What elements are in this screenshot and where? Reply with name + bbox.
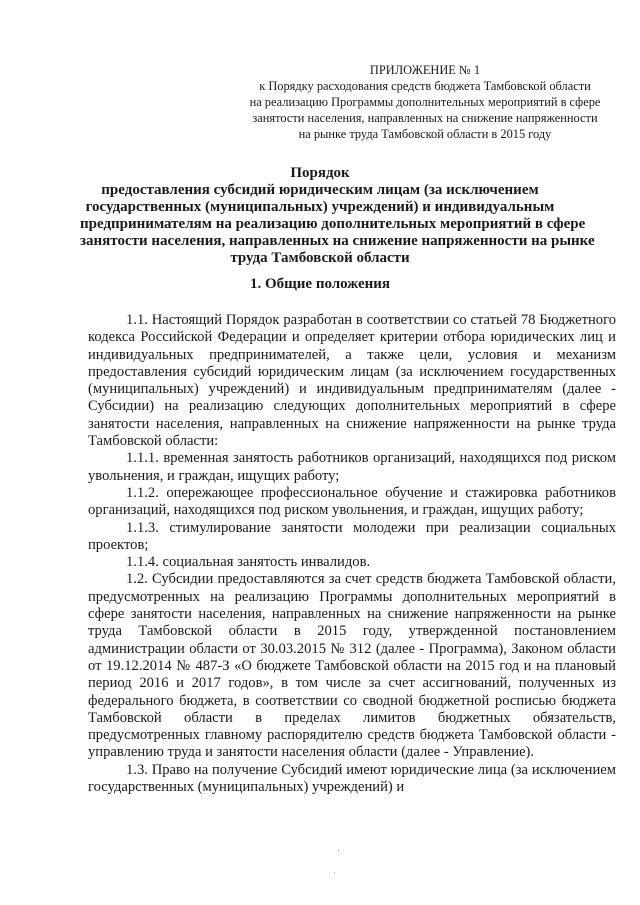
title-line: государственных (муниципальных) учреждений) и индивидуальным <box>85 199 555 215</box>
appendix-line: занятости населения, направленных на снижение напряженности <box>252 111 598 125</box>
appendix-line: к Порядку расходования средств бюджета Тамбовской области <box>259 79 591 93</box>
scan-speck <box>334 872 335 873</box>
title-line: труда Тамбовской области <box>230 250 410 266</box>
appendix-line: на реализацию Программы дополнительных мероприятий в сфере <box>249 95 601 109</box>
paragraph-1-3: 1.3. Право на получение Субсидий имеют юридические лица (за исключением государственных (муниципальных) учреждений) и <box>88 761 616 796</box>
paragraph-1-1-1: 1.1.1. временная занятость работников организаций, находящихся под риском увольнения, и граждан, ищущих работу; <box>88 450 616 484</box>
section-heading: 1. Общие положения <box>249 276 391 292</box>
paragraph-1-1-2: 1.1.2. опережающее профессиональное обучение и стажировка работников организаций, находящихся под риском увольнения, и граждан, ищущих работу; <box>88 484 616 519</box>
title-line: занятости населения, направленных на снижение напряженности на рынке <box>80 233 595 249</box>
appendix-title: ПРИЛОЖЕНИЕ № 1 <box>369 63 481 77</box>
appendix-line: на рынке труда Тамбовской области в 2015 году <box>298 127 552 141</box>
appendix-header <box>230 62 620 142</box>
paragraph-1-1-3: 1.1.3. стимулирование занятости молодежи при реализации социальных проектов; <box>88 519 616 553</box>
document-body <box>88 312 616 796</box>
document-title <box>80 165 595 267</box>
paragraph-1-1-4: 1.1.4. социальная занятость инвалидов. <box>126 554 371 571</box>
title-line: предпринимателям на реализацию дополнительных мероприятий в сфере <box>80 216 586 232</box>
paragraph-1-1: 1.1. Настоящий Порядок разработан в соответствии со статьей 78 Бюджетного кодекса Российской Федерации и определяет критерии отбора юридических лиц и индивидуальных предпринимателей, а также цели, условия и механизм предоставления субсидий юридическим лицам (за исключением государственных (муниципальных) учреждений) и индивидуальным предпринимателям (далее - Субсидии) на реализацию следующих дополнительных мероприятий в сфере занятости населения, направленных на снижение напряженности на рынке труда Тамбовской области: <box>88 312 616 450</box>
title-line: предоставления субсидий юридическим лицам (за исключением <box>101 182 539 198</box>
title-main: Порядок <box>290 165 350 181</box>
scan-speck <box>338 850 339 851</box>
paragraph-1-2: 1.2. Субсидии предоставляются за счет средств бюджета Тамбовской области, предусмотренных на реализацию Программы дополнительных мероприятий в сфере занятости населения, направленных на снижение напряженности на рынке труда Тамбовской области в 2015 году, утвержденной постановлением администрации области от 30.03.2015 № 312 (далее - Программа), Законом области от 19.12.2014 № 487-З «О бюджете Тамбовской области на 2015 год и на плановый период 2016 и 2017 годов», в том числе за счет ассигнований, полученных из федерального бюджета, в соответствии со сводной бюджетной росписью бюджета Тамбовской области в пределах лимитов бюджетных обязательств, предусмотренных главному распорядителю средств бюджета Тамбовской области - управлению труда и занятости населения области (далее - Управление). <box>88 571 616 761</box>
